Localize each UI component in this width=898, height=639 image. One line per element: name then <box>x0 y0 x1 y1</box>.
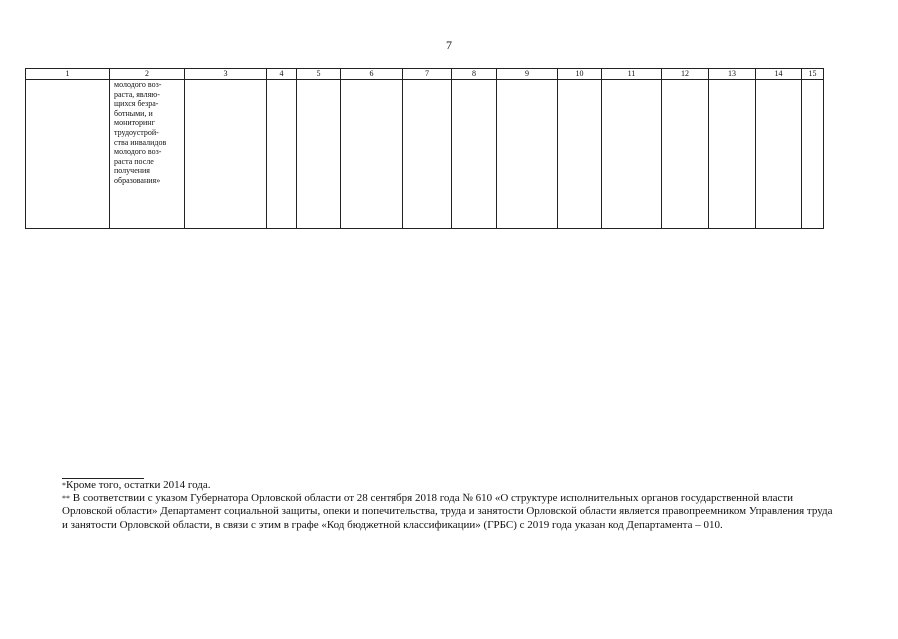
column-header: 8 <box>452 69 497 80</box>
table-cell-description <box>110 80 185 229</box>
table-cell <box>558 80 602 229</box>
column-header: 13 <box>709 69 756 80</box>
table-cell <box>297 80 341 229</box>
table-cell <box>602 80 662 229</box>
column-header: 7 <box>403 69 452 80</box>
table-cell <box>802 80 824 229</box>
table-cell <box>756 80 802 229</box>
table-cell <box>662 80 709 229</box>
footnotes <box>62 478 837 532</box>
column-header: 14 <box>756 69 802 80</box>
table-header-row <box>26 69 824 80</box>
footnote-text: В соответствии с указом Губернатора Орловской области от 28 сентября 2018 года № 610 «О структуре исполнительных органов государственной власти Орловской области» Департамент социальной защиты, опеки и попечительства, труда и занятости Орловской области является правопреемником Управления труда и занятости Орловской области, в связи с этим в графе «Код бюджетной классификации» (ГРБС) с 2019 года указан код Департамента – 010. <box>62 492 833 531</box>
table-cell <box>709 80 756 229</box>
column-header: 10 <box>558 69 602 80</box>
column-header: 2 <box>110 69 185 80</box>
table-cell <box>497 80 558 229</box>
table-cell <box>26 80 110 229</box>
footnote-mark: ** <box>62 494 70 504</box>
footnote-2 <box>62 492 837 532</box>
column-header: 4 <box>267 69 297 80</box>
data-table <box>25 68 824 229</box>
column-header: 6 <box>341 69 403 80</box>
footnote-mark: * <box>62 481 66 490</box>
table-cell <box>403 80 452 229</box>
column-header: 1 <box>26 69 110 80</box>
table-cell <box>185 80 267 229</box>
table-cell <box>452 80 497 229</box>
column-header: 9 <box>497 69 558 80</box>
column-header: 5 <box>297 69 341 80</box>
table-cell <box>341 80 403 229</box>
column-header: 15 <box>802 69 824 80</box>
column-header: 11 <box>602 69 662 80</box>
table-cell <box>267 80 297 229</box>
cell-text: молодого воз- раста, являю- щихся безра- ботными, и мониторинг трудоустрой- ства инвалидов молодого воз- раста после получения образования» <box>114 80 167 185</box>
column-header: 12 <box>662 69 709 80</box>
footnote-text: Кроме того, остатки 2014 года. <box>66 479 211 491</box>
column-header: 3 <box>185 69 267 80</box>
page-number: 7 <box>446 38 452 52</box>
footnote-1 <box>62 479 837 492</box>
table-row <box>26 80 824 229</box>
